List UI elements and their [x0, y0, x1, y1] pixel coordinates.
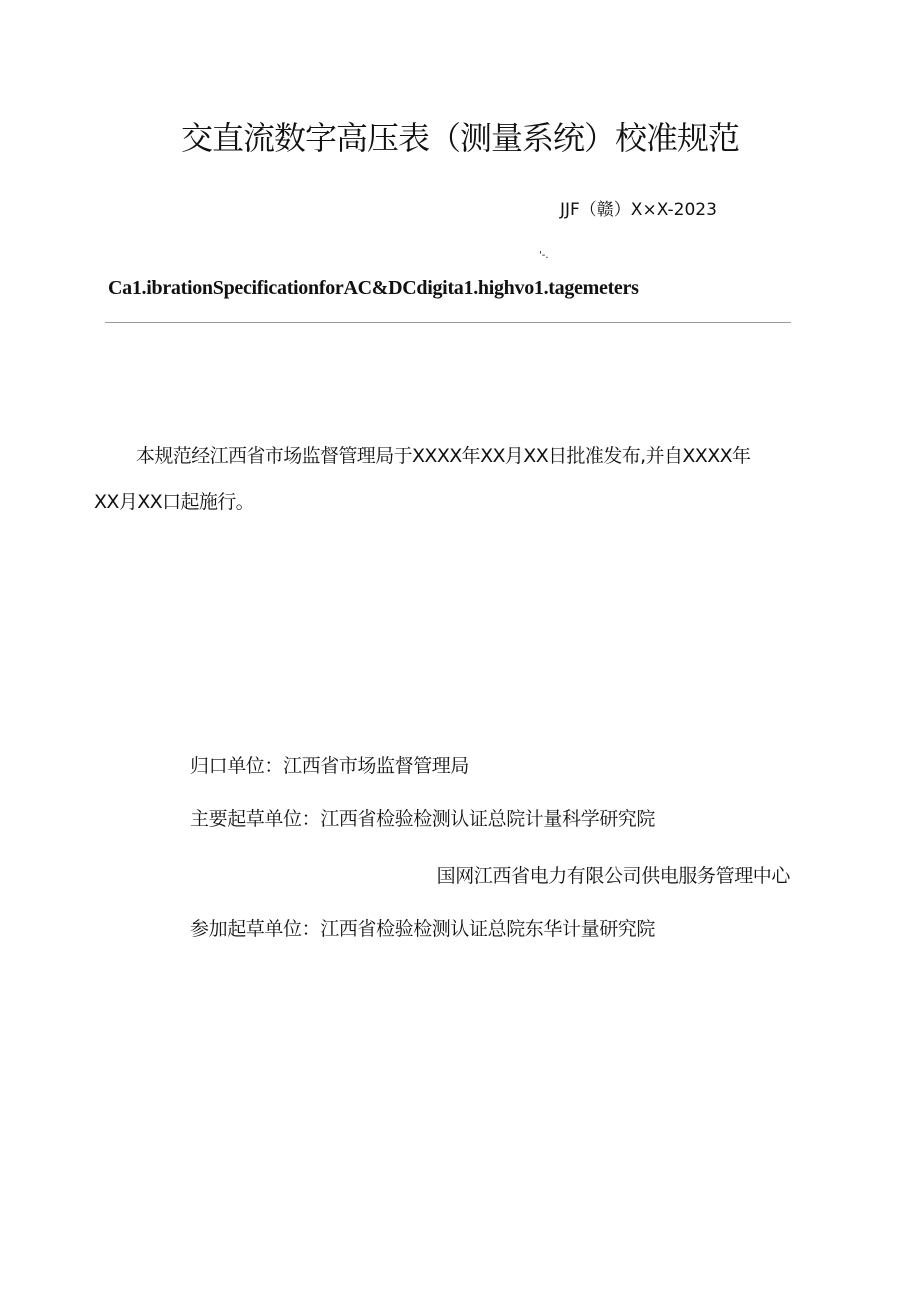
main-drafting-unit: 主要起草单位：江西省检验检测认证总院计量科学研究院	[190, 808, 656, 830]
document-title: 交直流数字高压表（测量系统）校准规范	[180, 119, 739, 157]
approval-notice-line-2: XX月XX口起施行。	[94, 491, 255, 513]
main-drafting-unit-2: 国网江西省电力有限公司供电服务管理中心	[436, 865, 790, 887]
specification-code: JJF（赣）X×X-2023	[560, 200, 717, 220]
stray-mark: '-.	[539, 250, 549, 261]
responsible-unit: 归口单位：江西省市场监督管理局	[190, 755, 470, 777]
participating-drafting-unit: 参加起草单位：江西省检验检测认证总院东华计量研究院	[190, 918, 656, 940]
english-title: Ca1.ibrationSpecificationforAC&DCdigita1.highvo1.tagemeters	[108, 277, 639, 299]
approval-notice-line-1: 本规范经江西省市场监督管理局于XXXX年XX月XX日批准发布,并自XXXX年	[136, 445, 751, 467]
horizontal-rule	[105, 322, 791, 323]
